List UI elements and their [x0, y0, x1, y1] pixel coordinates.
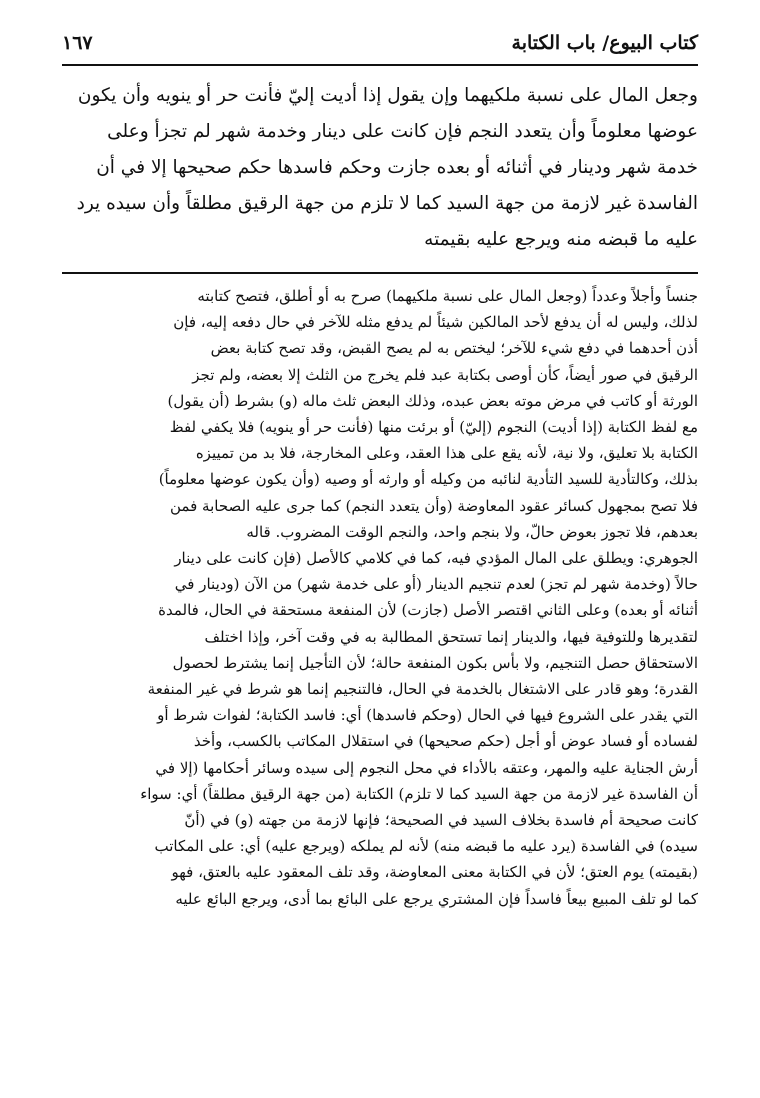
- commentary-line: الورثة أو كاتب في مرض موته بعض عبده، وذلك البعض ثلث ماله (و) بشرط (أن يقول): [167, 391, 698, 410]
- commentary-line: فلا تصح بمجهول كسائر عقود المعاوضة (وأن يتعدد النجم) كما جرى عليه الصحابة فمن: [170, 496, 698, 515]
- commentary-line: الرقيق في صور أيضاً، كأن أوصى بكتابة عبد فلم يخرج من الثلث إلا بعضه، ولم تجز: [192, 365, 698, 384]
- commentary-line: أثنائه أو بعده) وعلى الثاني اقتصر الأصل (جازت) لأن المنفعة مستحقة في الحال، فالمدة: [158, 601, 698, 620]
- commentary-line: الكتابة بلا تعليق، ولا نية، لأنه يقع على هذا العقد، وعلى المخارجة، فلا بد من تمييزه: [195, 444, 698, 463]
- commentary-line: مع لفظ الكتابة (إذا أديت) النجوم (إليّ) أو برئت منها (فأنت حر أو ينويه) فلا يكفي لفظ: [169, 418, 698, 437]
- page-number: ١٦٧: [62, 32, 93, 54]
- commentary-line: الاستحقاق حصل التنجيم، ولا بأس بكون المنفعة حالة؛ لأن التأجيل إنما يشترط لحصول: [172, 653, 698, 672]
- page-header: [62, 30, 698, 66]
- commentary-line: أذن أحدهما في دفع شيء للآخر؛ ليختص به لم يصح القبض، وقد تصح كتابة بعض: [210, 339, 698, 358]
- commentary-line: جنساً وأجلاً وعدداً (وجعل المال على نسبة ملكيهما) صرح به أو أطلق، فتصح كتابته: [197, 287, 698, 305]
- commentary-line: لفساده أو فساد عوض أو أجل (حكم صحيحها) في استقلال المكاتب بالكسب، وأخذ: [193, 732, 698, 751]
- commentary-line: حالاً (وخدمة شهر لم تجز) لعدم تنجيم الدينار (أو على خدمة شهر) من الآن (ودينار في: [174, 575, 698, 594]
- commentary-line: كانت صحيحة أم فاسدة بخلاف السيد في الصحيحة؛ فإنها لازمة من جهته (و) في (أنّ: [184, 811, 698, 830]
- main-line: وجعل المال على نسبة ملكيهما وإن يقول إذا أديت إليّ فأنت حر أو ينويه وأن يكون: [77, 85, 698, 106]
- commentary-line: القدرة؛ وهو قادر على الاشتغال بالخدمة في الحال، فالتنجيم إنما هو شرط في غير المنفعة: [147, 680, 698, 699]
- main-line: الفاسدة غير لازمة من جهة السيد كما لا تلزم من جهة الرقيق مطلقاً وأن سيده يرد: [76, 193, 698, 214]
- commentary-line: الجوهري: ويطلق على المال المؤدي فيه، كما في كلامي كالأصل (فإن كانت على دينار: [174, 549, 698, 568]
- commentary-line: لذلك، وليس له أن يدفع لأحد المالكين شيئاً لم يدفع مثله للآخر في حال دفعه إليه، فإن: [173, 313, 698, 332]
- running-title: كتاب البيوع/ باب الكتابة: [511, 32, 698, 54]
- commentary-line: لتقديرها وللتوفية فيها، والدينار إنما تستحق المطالبة به في وقت آخر، وإذا اختلف: [204, 627, 698, 646]
- commentary-line: (بقيمته) يوم العتق؛ لأن في الكتابة معنى المعاوضة، وقد تلف المعقود عليه بالعتق، فهو: [171, 863, 698, 882]
- commentary-text: [62, 283, 698, 912]
- commentary-line: أرش الجناية عليه والمهر، وعتقه بالأداء في محل النجوم إلى سيده وسائر أحكامها (إلا في: [155, 758, 698, 777]
- separator-rule: [62, 272, 698, 274]
- commentary-line: بعدهم، فلا تجوز بعوض حالّ، ولا بنجم واحد، والنجم الوقت المضروب. قاله: [246, 522, 698, 541]
- commentary-line: التي يقدر على الشروع فيها في الحال (وحكم فاسدها) أي: فاسد الكتابة؛ لفوات شرط أو: [157, 706, 698, 725]
- main-line: خدمة شهر ودينار في أثنائه أو بعده جازت وحكم فاسدها حكم صحيحها إلا في أن: [96, 157, 698, 178]
- commentary-line: كما لو تلف المبيع بيعاً فاسداً فإن المشتري يرجع على البائع بما أدى، ويرجع البائع عليه: [175, 889, 698, 908]
- commentary-line: بذلك، وكالتأدية للسيد التأدية لنائبه من وكيله أو وارثه أو وصيه (وأن يكون عوضها معلوماً): [158, 470, 698, 489]
- main-text: [62, 78, 698, 258]
- commentary-line: أن الفاسدة غير لازمة من جهة السيد كما لا تلزم) الكتابة (من جهة الرقيق مطلقاً) أي: سواء: [140, 784, 698, 803]
- commentary-line: سيده) في الفاسدة (يرد عليه ما قبضه منه) لأنه لم يملكه (ويرجع عليه) أي: على المكاتب: [154, 837, 698, 856]
- main-line: عوضها معلوماً وأن يتعدد النجم فإن كانت على دينار وخدمة شهر لم تجزأ وعلى: [107, 121, 698, 142]
- main-line: عليه ما قبضه منه ويرجع عليه بقيمته: [424, 229, 698, 250]
